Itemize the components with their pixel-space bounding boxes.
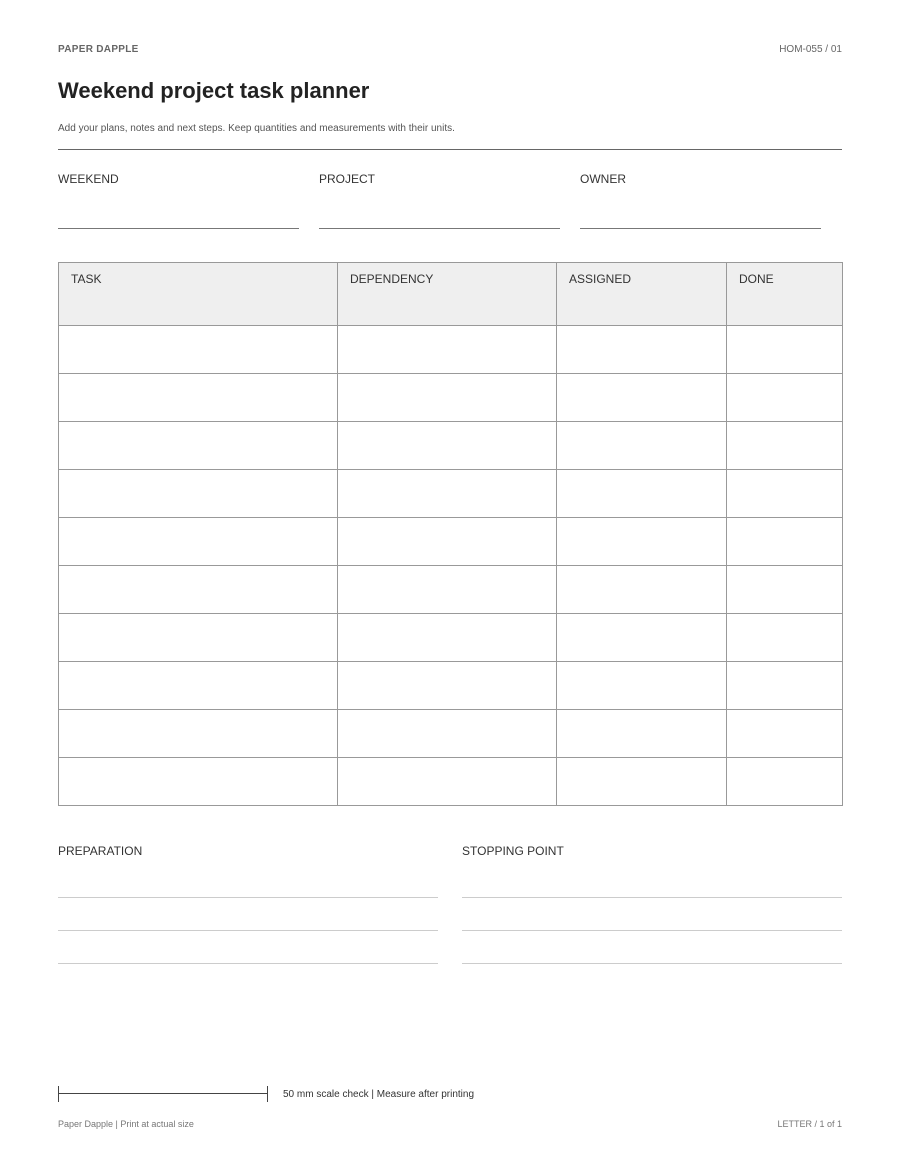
stopping-point-line[interactable] [462, 897, 842, 898]
cell-task[interactable] [59, 374, 338, 422]
table-header-row [59, 263, 843, 326]
cell-done[interactable] [727, 470, 843, 518]
cell-dependency[interactable] [338, 566, 557, 614]
stopping-point-section [462, 844, 842, 858]
table-row [59, 710, 843, 758]
cell-assigned[interactable] [557, 422, 727, 470]
project-input-line[interactable] [319, 228, 560, 229]
cell-assigned[interactable] [557, 710, 727, 758]
cell-assigned[interactable] [557, 662, 727, 710]
header-divider [58, 149, 842, 150]
footer-left-text: Paper Dapple | Print at actual size [58, 1119, 194, 1129]
preparation-line[interactable] [58, 897, 438, 898]
cell-done[interactable] [727, 758, 843, 806]
cell-dependency[interactable] [338, 374, 557, 422]
scale-check-bar [58, 1086, 268, 1102]
owner-label: OWNER [580, 172, 626, 186]
cell-done[interactable] [727, 326, 843, 374]
cell-assigned[interactable] [557, 566, 727, 614]
table-row [59, 518, 843, 566]
stopping-point-line[interactable] [462, 963, 842, 964]
scale-tick-end [267, 1086, 268, 1102]
cell-task[interactable] [59, 470, 338, 518]
cell-done[interactable] [727, 566, 843, 614]
cell-done[interactable] [727, 614, 843, 662]
cell-task[interactable] [59, 326, 338, 374]
stopping-point-line[interactable] [462, 930, 842, 931]
column-header-dependency: DEPENDENCY [338, 263, 557, 326]
weekend-label: WEEKEND [58, 172, 119, 186]
cell-assigned[interactable] [557, 374, 727, 422]
preparation-label: PREPARATION [58, 844, 143, 858]
scale-tick-start [58, 1086, 59, 1102]
cell-done[interactable] [727, 662, 843, 710]
cell-task[interactable] [59, 710, 338, 758]
cell-dependency[interactable] [338, 326, 557, 374]
cell-task[interactable] [59, 662, 338, 710]
column-header-assigned: ASSIGNED [557, 263, 727, 326]
cell-done[interactable] [727, 518, 843, 566]
cell-task[interactable] [59, 614, 338, 662]
column-header-done: DONE [727, 263, 843, 326]
table-row [59, 374, 843, 422]
weekend-field[interactable] [58, 172, 299, 186]
cell-assigned[interactable] [557, 614, 727, 662]
task-table [58, 262, 843, 806]
cell-done[interactable] [727, 422, 843, 470]
cell-dependency[interactable] [338, 758, 557, 806]
preparation-section [58, 844, 438, 858]
cell-dependency[interactable] [338, 518, 557, 566]
table-row [59, 326, 843, 374]
footer-page-info: LETTER / 1 of 1 [777, 1119, 842, 1129]
table-row [59, 566, 843, 614]
cell-dependency[interactable] [338, 614, 557, 662]
brand-name: PAPER DAPPLE [58, 44, 139, 55]
table-row [59, 470, 843, 518]
document-code: HOM-055 / 01 [779, 44, 842, 55]
table-row [59, 758, 843, 806]
project-label: PROJECT [319, 172, 376, 186]
scale-check-label: 50 mm scale check | Measure after printing [283, 1089, 475, 1100]
page-subtitle: Add your plans, notes and next steps. Keep quantities and measurements with their units. [58, 123, 455, 134]
cell-dependency[interactable] [338, 662, 557, 710]
cell-done[interactable] [727, 710, 843, 758]
owner-field[interactable] [580, 172, 821, 186]
preparation-line[interactable] [58, 930, 438, 931]
cell-assigned[interactable] [557, 470, 727, 518]
table-row [59, 422, 843, 470]
cell-assigned[interactable] [557, 518, 727, 566]
cell-task[interactable] [59, 518, 338, 566]
cell-task[interactable] [59, 566, 338, 614]
task-table-body [59, 326, 843, 806]
column-header-task: TASK [59, 263, 338, 326]
cell-task[interactable] [59, 422, 338, 470]
cell-dependency[interactable] [338, 710, 557, 758]
owner-input-line[interactable] [580, 228, 821, 229]
preparation-line[interactable] [58, 963, 438, 964]
cell-task[interactable] [59, 758, 338, 806]
table-row [59, 614, 843, 662]
cell-dependency[interactable] [338, 470, 557, 518]
page-title: Weekend project task planner [58, 78, 370, 103]
project-field[interactable] [319, 172, 560, 186]
stopping-point-label: STOPPING POINT [462, 844, 564, 858]
cell-dependency[interactable] [338, 422, 557, 470]
cell-done[interactable] [727, 374, 843, 422]
scale-bar-line [58, 1093, 268, 1094]
weekend-input-line[interactable] [58, 228, 299, 229]
table-row [59, 662, 843, 710]
cell-assigned[interactable] [557, 326, 727, 374]
cell-assigned[interactable] [557, 758, 727, 806]
